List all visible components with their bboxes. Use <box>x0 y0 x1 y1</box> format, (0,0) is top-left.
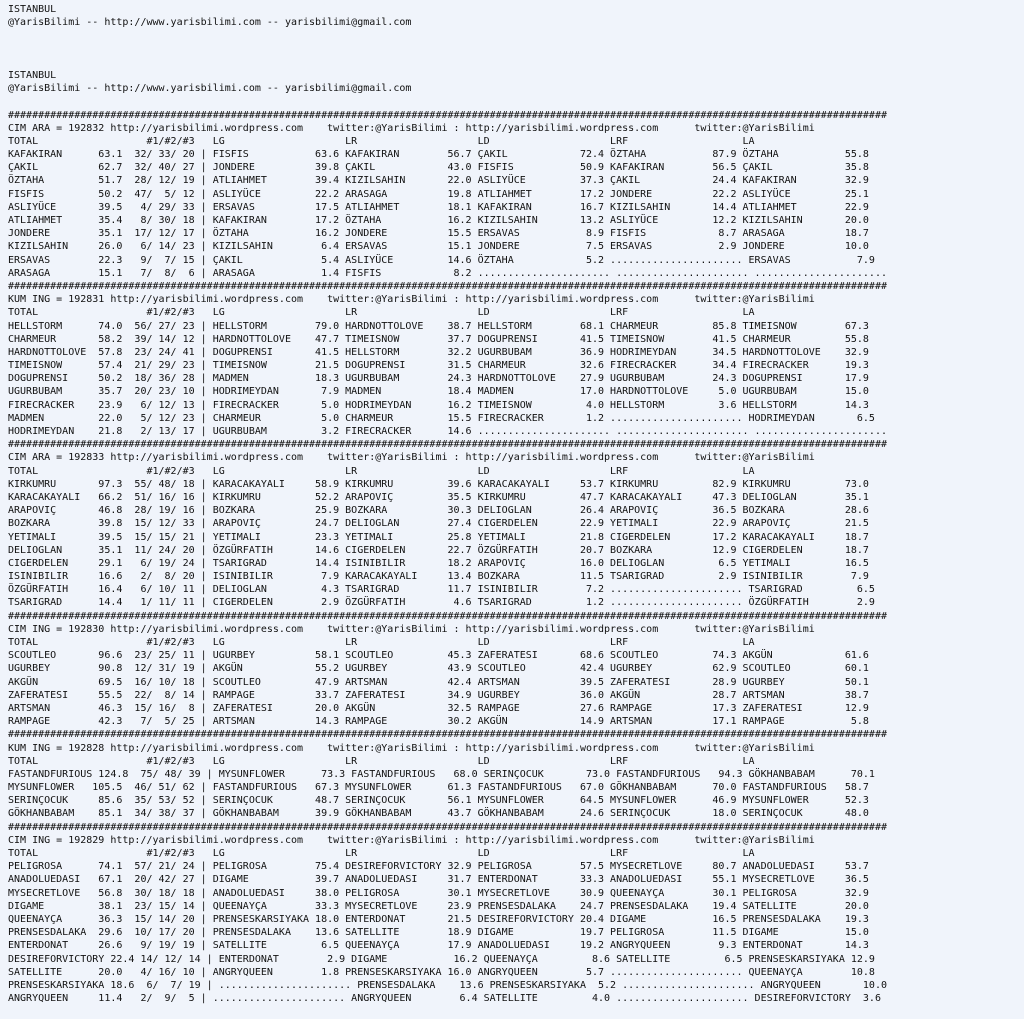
result-row: PRENSESDALAKA 29.6 10/ 17/ 20 | PRENSESDALAKA 13.6 SATELLITE 18.9 DIGAME 19.7 PELIGROSA 11.5 DIGAME 15.0 <box>8 927 869 939</box>
result-row: ARTSMAN 46.3 15/ 16/ 8 | ZAFERATESI 20.0 AKGÜN 32.5 RAMPAGE 27.6 RAMPAGE 17.3 ZAFERATESI 12.9 <box>8 702 869 714</box>
separator-line: ################################################################################################################################################## <box>8 280 887 292</box>
result-row: ERSAVAS 22.3 9/ 7/ 15 | ÇAKIL 5.4 ASLIYÜCE 14.6 ÖZTAHA 5.2 ...................... ERSAVAS 7.9 <box>8 254 875 266</box>
result-row: YETIMALI 39.5 15/ 15/ 21 | YETIMALI 23.3 YETIMALI 25.8 YETIMALI 21.8 CIGERDELEN 17.2 KARACAKAYALI 18.7 <box>8 531 869 543</box>
result-row: TIMEISNOW 57.4 21/ 29/ 23 | TIMEISNOW 21.5 DOGUPRENSI 31.5 CHARMEUR 32.6 FIRECRACKER 34.4 FIRECRACKER 19.3 <box>8 360 869 372</box>
result-row: SERINÇOCUK 85.6 35/ 53/ 52 | SERINÇOCUK 48.7 SERINÇOCUK 56.1 MYSUNFLOWER 64.5 MYSUNFLOWER 46.9 MYSUNFLOWER 52.3 <box>8 795 869 807</box>
result-row: FASTANDFURIOUS 124.8 75/ 48/ 39 | MYSUNFLOWER 73.3 FASTANDFURIOUS 68.0 SERINÇOCUK 73.0 FASTANDFURIOUS 94.3 GÖKHANBABAM 70.1 <box>8 768 875 780</box>
result-row: QUEENAYÇA 36.3 15/ 14/ 20 | PRENSESKARSIYAKA 18.0 ENTERDONAT 21.5 DESIREFORVICTORY 20.4 DIGAME 16.5 PRENSESDALAKA 19.3 <box>8 913 869 925</box>
result-row: GÖKHANBABAM 85.1 34/ 38/ 37 | GÖKHANBABAM 39.9 GÖKHANBABAM 43.7 GÖKHANBABAM 24.6 SERINÇOCUK 18.0 SERINÇOCUK 48.0 <box>8 808 869 820</box>
separator-line: ################################################################################################################################################## <box>8 610 887 622</box>
result-row: DIGAME 38.1 23/ 15/ 14 | QUEENAYÇA 33.3 MYSECRETLOVE 23.9 PRENSESDALAKA 24.7 PRENSESDALAKA 19.4 SATELLITE 20.0 <box>8 900 869 912</box>
column-header: TOTAL #1/#2/#3 LG LR LD LRF LA <box>8 755 755 767</box>
result-row: UGURBEY 90.8 12/ 31/ 19 | AKGÜN 55.2 UGURBEY 43.9 SCOUTLEO 42.4 UGURBEY 62.9 SCOUTLEO 60.1 <box>8 663 869 675</box>
blank-line <box>8 95 1024 108</box>
result-row: RAMPAGE 42.3 7/ 5/ 25 | ARTSMAN 14.3 RAMPAGE 30.2 AKGÜN 14.9 ARTSMAN 17.1 RAMPAGE 5.8 <box>8 716 869 728</box>
race-title: CIM ING = 192829 http://yarisbilimi.wordpress.com twitter:@YarisBilimi : http://yarisbilimi.wordpress.com twitter:@YarisBilimi <box>8 834 815 846</box>
separator-line: ################################################################################################################################################## <box>8 729 887 741</box>
result-row: KIRKUMRU 97.3 55/ 48/ 18 | KARACAKAYALI 58.9 KIRKUMRU 39.6 KARACAKAYALI 53.7 KIRKUMRU 82.9 KIRKUMRU 73.0 <box>8 478 869 490</box>
result-row: KARACAKAYALI 66.2 51/ 16/ 16 | KIRKUMRU 52.2 ARAPOVIÇ 35.5 KIRKUMRU 47.7 KARACAKAYALI 47.3 DELIOGLAN 35.1 <box>8 491 869 503</box>
result-row: MYSUNFLOWER 105.5 46/ 51/ 62 | FASTANDFURIOUS 67.3 MYSUNFLOWER 61.3 FASTANDFURIOUS 67.0 GÖKHANBABAM 70.0 FASTANDFURIOUS 58.7 <box>8 782 869 794</box>
result-row: MYSECRETLOVE 56.8 30/ 18/ 18 | ANADOLUEDASI 38.0 PELIGROSA 30.1 MYSECRETLOVE 30.9 QUEENAYÇA 30.1 PELIGROSA 32.9 <box>8 887 869 899</box>
header-city: ISTANBUL <box>8 4 57 15</box>
result-row: BOZKARA 39.8 15/ 12/ 33 | ARAPOVIÇ 24.7 DELIOGLAN 27.4 CIGERDELEN 22.9 YETIMALI 22.9 ARAPOVIÇ 21.5 <box>8 518 869 530</box>
result-row: CHARMEUR 58.2 39/ 14/ 12 | HARDNOTTOLOVE 47.7 TIMEISNOW 37.7 DOGUPRENSI 41.5 TIMEISNOW 41.5 CHARMEUR 55.8 <box>8 333 869 345</box>
header-contact: @YarisBilimi -- http://www.yarisbilimi.com -- yarisbilimi@gmail.com <box>8 17 412 29</box>
header-contact: @YarisBilimi -- http://www.yarisbilimi.com -- yarisbilimi@gmail.com <box>8 83 412 95</box>
result-row: ÖZTAHA 51.7 28/ 12/ 19 | ATLIAHMET 39.4 KIZILSAHIN 22.0 ASLIYÜCE 37.3 ÇAKIL 24.4 KAFAKIRAN 32.9 <box>8 175 869 187</box>
result-row: ASLIYÜCE 39.5 4/ 29/ 33 | ERSAVAS 17.5 ATLIAHMET 18.1 KAFAKIRAN 16.7 KIZILSAHIN 14.4 ATLIAHMET 22.9 <box>8 201 869 213</box>
race-title: CIM ING = 192830 http://yarisbilimi.wordpress.com twitter:@YarisBilimi : http://yarisbilimi.wordpress.com twitter:@YarisBilimi <box>8 623 815 635</box>
blank-line <box>8 43 1024 56</box>
column-header: TOTAL #1/#2/#3 LG LR LD LRF LA <box>8 135 755 147</box>
blank-line <box>8 56 1024 69</box>
result-row: PELIGROSA 74.1 57/ 21/ 24 | PELIGROSA 75.4 DESIREFORVICTORY 32.9 PELIGROSA 57.5 MYSECRETLOVE 80.7 ANADOLUEDASI 53.7 <box>8 861 869 873</box>
separator-line: ################################################################################################################################################## <box>8 439 887 451</box>
result-row: TSARIGRAD 14.4 1/ 11/ 11 | CIGERDELEN 2.9 ÖZGÜRFATIH 4.6 TSARIGRAD 1.2 ...................... ÖZGÜRFATIH 2.9 <box>8 597 875 609</box>
result-row: HELLSTORM 74.0 56/ 27/ 23 | HELLSTORM 79.0 HARDNOTTOLOVE 38.7 HELLSTORM 68.1 CHARMEUR 85.8 TIMEISNOW 67.3 <box>8 320 869 332</box>
column-header: TOTAL #1/#2/#3 LG LR LD LRF LA <box>8 637 755 648</box>
result-row: AKGÜN 69.5 16/ 10/ 18 | SCOUTLEO 47.9 ARTSMAN 42.4 ARTSMAN 39.5 ZAFERATESI 28.9 UGURBEY 50.1 <box>8 676 869 688</box>
blank-line <box>8 29 1024 42</box>
race-title: CIM ARA = 192832 http://yarisbilimi.wordpress.com twitter:@YarisBilimi : http://yarisbilimi.wordpress.com twitter:@YarisBilimi <box>8 122 815 134</box>
result-row: ÇAKIL 62.7 32/ 40/ 27 | JONDERE 39.8 ÇAKIL 43.0 FISFIS 50.9 KAFAKIRAN 56.5 ÇAKIL 35.8 <box>8 162 869 174</box>
race-title: CIM ARA = 192833 http://yarisbilimi.wordpress.com twitter:@YarisBilimi : http://yarisbilimi.wordpress.com twitter:@YarisBilimi <box>8 452 815 464</box>
result-row: UGURBUBAM 35.7 20/ 23/ 10 | HODRIMEYDAN 7.9 MADMEN 18.4 MADMEN 17.0 HARDNOTTOLOVE 5.0 UGURBUBAM 15.0 <box>8 386 869 398</box>
result-row: MADMEN 22.0 5/ 12/ 23 | CHARMEUR 5.0 CHARMEUR 15.5 FIRECRACKER 1.2 ...................... HODRIMEYDAN 6.5 <box>8 412 875 424</box>
result-row: KIZILSAHIN 26.0 6/ 14/ 23 | KIZILSAHIN 6.4 ERSAVAS 15.1 JONDERE 7.5 ERSAVAS 2.9 JONDERE 10.0 <box>8 241 869 253</box>
separator-line: ################################################################################################################################################## <box>8 109 887 121</box>
result-row: PRENSESKARSIYAKA 18.6 6/ 7/ 19 | ...................... PRENSESDALAKA 13.6 PRENSESKARSIYAKA 5.2 ...................... ANGRYQUEEN 10.0 <box>8 979 887 991</box>
result-row: FIRECRACKER 23.9 6/ 12/ 13 | FIRECRACKER 5.0 HODRIMEYDAN 16.2 TIMEISNOW 4.0 HELLSTORM 3.6 HELLSTORM 14.3 <box>8 399 869 411</box>
result-row: JONDERE 35.1 17/ 12/ 17 | ÖZTAHA 16.2 JONDERE 15.5 ERSAVAS 8.9 FISFIS 8.7 ARASAGA 18.7 <box>8 228 869 240</box>
result-row: HODRIMEYDAN 21.8 2/ 13/ 17 | UGURBUBAM 3.2 FIRECRACKER 14.6 ...................... ...................... ...................... <box>8 426 887 437</box>
result-row: ÖZGÜRFATIH 16.4 6/ 10/ 11 | DELIOGLAN 4.3 TSARIGRAD 11.7 ISINIBILIR 7.2 ...................... TSARIGRAD 6.5 <box>8 584 875 596</box>
result-row: DELIOGLAN 35.1 11/ 24/ 20 | ÖZGÜRFATIH 14.6 CIGERDELEN 22.7 ÖZGÜRFATIH 20.7 BOZKARA 12.9 CIGERDELEN 18.7 <box>8 544 869 556</box>
result-row: KAFAKIRAN 63.1 32/ 33/ 20 | FISFIS 63.6 KAFAKIRAN 56.7 ÇAKIL 72.4 ÖZTAHA 87.9 ÖZTAHA 55.8 <box>8 149 869 161</box>
result-row: HARDNOTTOLOVE 57.8 23/ 24/ 41 | DOGUPRENSI 41.5 HELLSTORM 32.2 UGURBUBAM 36.9 HODRIMEYDAN 34.5 HARDNOTTOLOVE 32.9 <box>8 346 869 358</box>
column-header: TOTAL #1/#2/#3 LG LR LD LRF LA <box>8 848 755 859</box>
result-row: FISFIS 50.2 47/ 5/ 12 | ASLIYÜCE 22.2 ARASAGA 19.8 ATLIAHMET 17.2 JONDERE 22.2 ASLIYÜCE 25.1 <box>8 188 869 200</box>
separator-line: ################################################################################################################################################## <box>8 821 887 833</box>
result-row: ISINIBILIR 16.6 2/ 8/ 20 | ISINIBILIR 7.9 KARACAKAYALI 13.4 BOZKARA 11.5 TSARIGRAD 2.9 ISINIBILIR 7.9 <box>8 571 869 583</box>
result-row: ANGRYQUEEN 11.4 2/ 9/ 5 | ...................... ANGRYQUEEN 6.4 SATELLITE 4.0 ...................... DESIREFORVICTORY 3.6 <box>8 993 881 1005</box>
result-row: ZAFERATESI 55.5 22/ 8/ 14 | RAMPAGE 33.7 ZAFERATESI 34.9 UGURBEY 36.0 AKGÜN 28.7 ARTSMAN 38.7 <box>8 689 869 701</box>
column-header: TOTAL #1/#2/#3 LG LR LD LRF LA <box>8 465 755 477</box>
race-title: KUM ING = 192831 http://yarisbilimi.wordpress.com twitter:@YarisBilimi : http://yarisbilimi.wordpress.com twitter:@YarisBilimi <box>8 294 815 306</box>
result-row: CIGERDELEN 29.1 6/ 19/ 24 | TSARIGRAD 14.4 ISINIBILIR 18.2 ARAPOVIÇ 16.0 DELIOGLAN 6.5 YETIMALI 16.5 <box>8 557 869 569</box>
result-row: SCOUTLEO 96.6 23/ 25/ 11 | UGURBEY 58.1 SCOUTLEO 45.3 ZAFERATESI 68.6 SCOUTLEO 74.3 AKGÜN 61.6 <box>8 650 869 662</box>
result-row: ARASAGA 15.1 7/ 8/ 6 | ARASAGA 1.4 FISFIS 8.2 ...................... ...................... ...................... <box>8 267 887 279</box>
header-city: ISTANBUL <box>8 69 57 81</box>
result-row: DOGUPRENSI 50.2 18/ 36/ 28 | MADMEN 18.3 UGURBUBAM 24.3 HARDNOTTOLOVE 27.9 UGURBUBAM 24.3 DOGUPRENSI 17.9 <box>8 373 869 385</box>
column-header: TOTAL #1/#2/#3 LG LR LD LRF LA <box>8 307 755 319</box>
result-row: SATELLITE 20.0 4/ 16/ 10 | ANGRYQUEEN 1.8 PRENSESKARSIYAKA 16.0 ANGRYQUEEN 5.7 ...................... QUEENAYÇA 10.8 <box>8 966 875 978</box>
result-row: ENTERDONAT 26.6 9/ 19/ 19 | SATELLITE 6.5 QUEENAYÇA 17.9 ANADOLUEDASI 19.2 ANGRYQUEEN 9.3 ENTERDONAT 14.3 <box>8 940 869 952</box>
result-row: ARAPOVIÇ 46.8 28/ 19/ 16 | BOZKARA 25.9 BOZKARA 30.3 DELIOGLAN 26.4 ARAPOVIÇ 36.5 BOZKARA 28.6 <box>8 505 869 517</box>
result-row: ANADOLUEDASI 67.1 20/ 42/ 27 | DIGAME 39.7 ANADOLUEDASI 31.7 ENTERDONAT 33.3 ANADOLUEDASI 55.1 MYSECRETLOVE 36.5 <box>8 874 869 886</box>
result-row: DESIREFORVICTORY 22.4 14/ 12/ 14 | ENTERDONAT 2.9 DIGAME 16.2 QUEENAYÇA 8.6 SATELLITE 6.5 PRENSESKARSIYAKA 12.9 <box>8 953 875 965</box>
race-title: KUM ING = 192828 http://yarisbilimi.wordpress.com twitter:@YarisBilimi : http://yarisbilimi.wordpress.com twitter:@YarisBilimi <box>8 742 815 754</box>
result-row: ATLIAHMET 35.4 8/ 30/ 18 | KAFAKIRAN 17.2 ÖZTAHA 16.2 KIZILSAHIN 13.2 ASLIYÜCE 12.2 KIZILSAHIN 20.0 <box>8 215 869 226</box>
